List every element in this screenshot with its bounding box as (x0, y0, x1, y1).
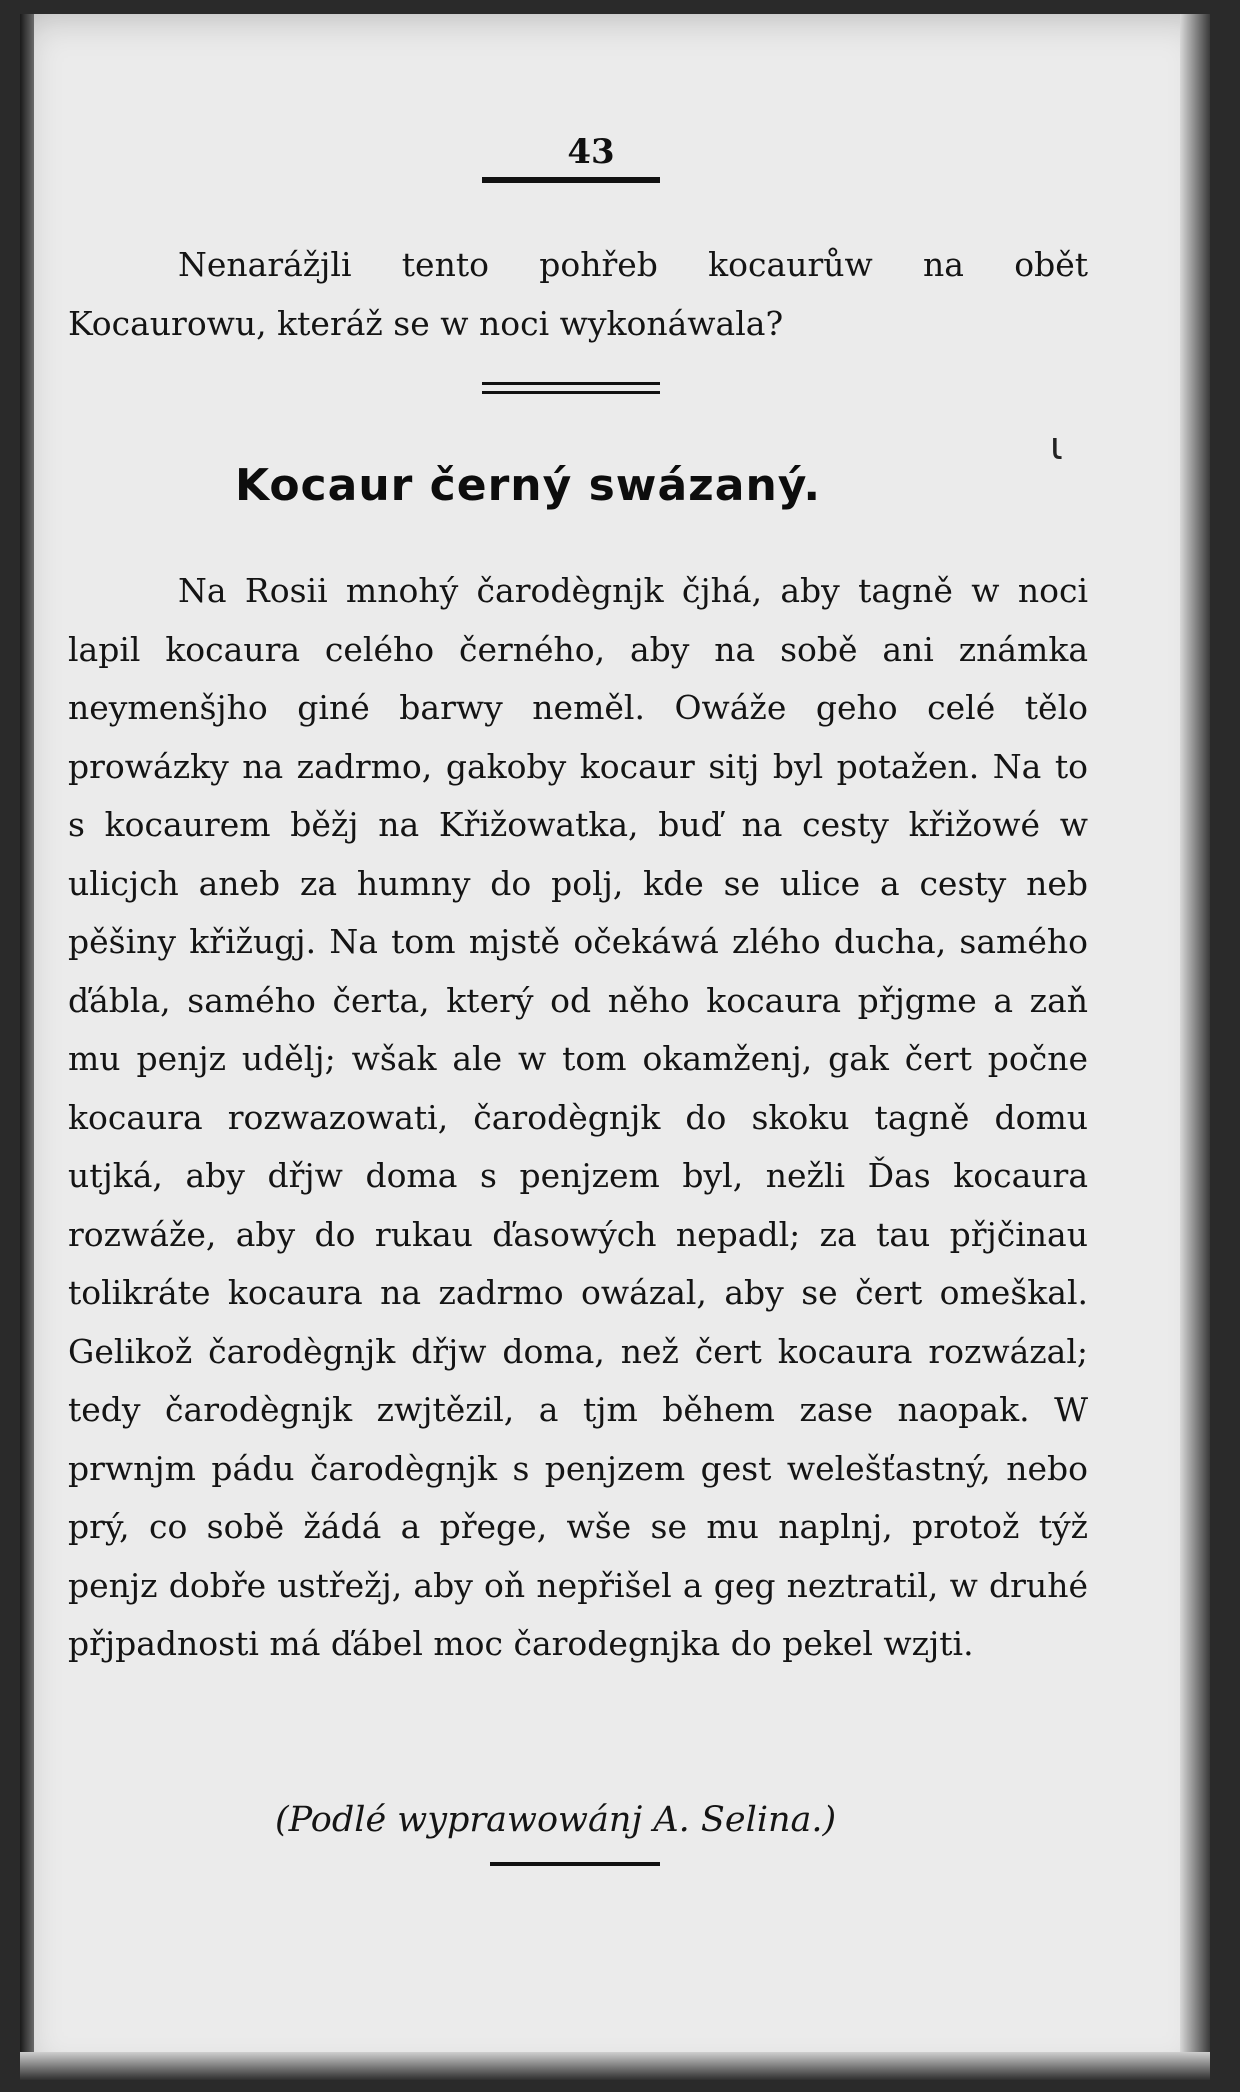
page-binding-shadow (20, 14, 34, 2080)
footer-rule (490, 1862, 660, 1866)
section-divider-bottom (482, 391, 660, 394)
intro-text: Nenarážjli tento pohřeb kocaurůw na obět Kocaurowu, kteráž se w noci wykonáwala? (68, 245, 1088, 343)
attribution: (Podlé wyprawowánj A. Selina.) (275, 1800, 837, 1840)
intro-paragraph (68, 236, 1088, 353)
section-divider-top (482, 382, 660, 385)
book-page (20, 14, 1210, 2080)
header-rule (482, 177, 660, 183)
page-bottom-shadow (20, 2052, 1210, 2080)
page-edge-shadow (1180, 14, 1210, 2080)
marginal-mark: ɩ (1050, 424, 1063, 468)
body-paragraph: Na Rosii mnohý čarodègnjk čjhá, aby tagně w noci lapil kocaura celého černého, aby na sobě ani známka neymenšjho giné barwy neměl. Owáže geho celé tělo prowázky na zadrmo, gakoby kocaur sitj byl potažen. Na to s kocaurem běžj na Křižowatka, buď na cesty křižowé w ulicjch aneb za humny do polj, kde se ulice a cesty neb pěšiny křižugj. Na tom mjstě očekáwá zlého ducha, samého ďábla, samého čerta, který od něho kocaura přjgme a zaň mu penjz udělj; wšak ale w tom okamženj, gak čert počne kocaura rozwazowati, čarodègnjk do skoku tagně domu utjká, aby dřjw doma s penjzem byl, nežli Ďas kocaura rozwáže, aby do rukau ďasowých nepadl; za tau přjčinau tolikráte kocaura na zadrmo owázal, aby se čert omeškal. Gelikož čarodègnjk dřjw doma, než čert kocaura rozwázal; tedy čarodègnjk zwjtězil, a tjm během zase naopak. W prwnjm pádu čarodègnjk s penjzem gest welešťastný, nebo prý, co sobě žádá a přege, wše se mu naplnj, protož týž penjz dobře ustřežj, aby oň nepřišel a geg neztratil, w druhé přjpadnosti má ďábel moc čarodegnjka do pekel wzjti. (68, 571, 1088, 1663)
section-heading: Kocaur černý swázaný. (235, 460, 822, 511)
page-number: 43 (567, 132, 615, 172)
